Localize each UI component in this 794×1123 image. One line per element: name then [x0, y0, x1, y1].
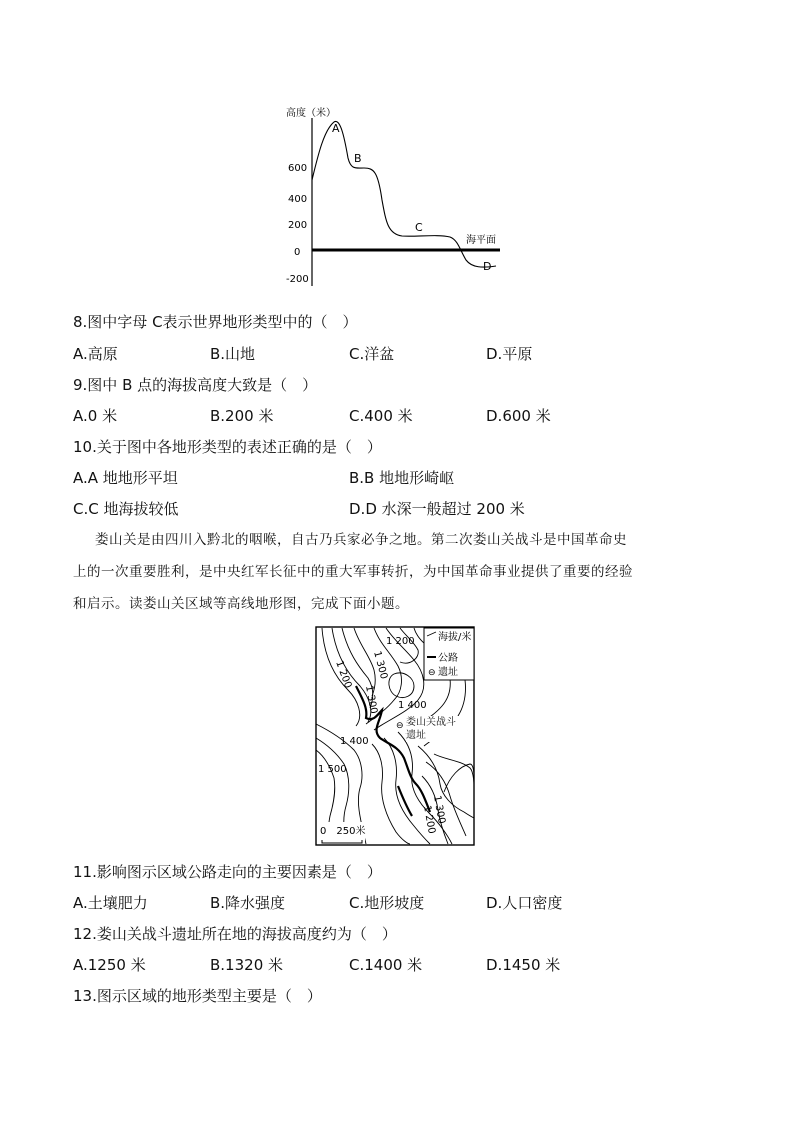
q8-option-a[interactable]: A.高原: [73, 345, 118, 363]
contour-label-5: 1 400: [398, 700, 427, 711]
contour-label-2: 1 200: [333, 659, 354, 690]
contour-label-3: 1 300: [371, 649, 390, 681]
contour-label-9: 1 200: [421, 804, 437, 835]
legend-site-icon: ⊖: [428, 668, 436, 678]
q9-option-d[interactable]: D.600 米: [486, 407, 551, 425]
question-12-stem: 12.娄山关战斗遗址所在地的海拔高度约为（ ）: [73, 925, 397, 943]
q12-option-d[interactable]: D.1450 米: [486, 956, 561, 974]
q10-option-c[interactable]: C.C 地海拔较低: [73, 500, 179, 518]
profile-tick-0: 0: [294, 247, 301, 258]
q9-option-b[interactable]: B.200 米: [210, 407, 274, 425]
q11-option-c[interactable]: C.地形坡度: [349, 894, 425, 912]
profile-y-axis-label: 高度（米）: [286, 108, 336, 119]
contour-label-8: 1 300: [431, 794, 447, 825]
contour-map-figure: [314, 626, 478, 848]
profile-point-c: C: [415, 221, 423, 234]
q9-option-a[interactable]: A.0 米: [73, 407, 118, 425]
q10-option-b[interactable]: B.B 地地形崎岖: [349, 469, 455, 487]
question-9-stem: 9.图中 B 点的海拔高度大致是（ ）: [73, 376, 318, 394]
q10-option-d[interactable]: D.D 水深一般超过 200 米: [349, 500, 525, 518]
profile-point-b: B: [354, 152, 362, 165]
legend-road-label: 公路: [438, 653, 458, 664]
battle-site-label-box: [406, 716, 470, 750]
q11-option-b[interactable]: B.降水强度: [210, 894, 286, 912]
question-13-stem: 13.图示区域的地形类型主要是（ ）: [73, 987, 322, 1005]
sea-level-label: 海平面: [466, 235, 496, 246]
q9-option-c[interactable]: C.400 米: [349, 407, 413, 425]
question-8-stem: 8.图中字母 C表示世界地形类型中的（ ）: [73, 313, 358, 331]
q11-option-a[interactable]: A.土壤肥力: [73, 894, 148, 912]
q8-option-c[interactable]: C.洋盆: [349, 345, 395, 363]
battle-site-label: 娄山关战斗遗址: [406, 716, 462, 742]
passage-line-1: 娄山关是由四川入黔北的咽喉，自古乃兵家必争之地。第二次娄山关战斗是中国革命史: [95, 532, 627, 548]
passage-line-2: 上的一次重要胜利，是中央红军长征中的重大军事转折，为中国革命事业提供了重要的经验: [73, 564, 633, 580]
profile-tick-200: 200: [288, 220, 308, 231]
map-scale-label: 0 250米: [320, 826, 366, 837]
contour-label-6: 1 400: [340, 736, 369, 747]
profile-tick-600: 600: [288, 163, 308, 174]
contour-label-7: 1 500: [318, 764, 347, 775]
q12-option-a[interactable]: A.1250 米: [73, 956, 146, 974]
legend-site-label: 遗址: [438, 667, 458, 678]
question-10-stem: 10.关于图中各地形类型的表述正确的是（ ）: [73, 438, 382, 456]
q10-option-a[interactable]: A.A 地地形平坦: [73, 469, 178, 487]
terrain-profile-figure: [278, 100, 508, 288]
profile-tick-400: 400: [288, 194, 308, 205]
battle-site-icon: ⊖: [396, 721, 404, 731]
legend-contour-label: 海拔/米: [438, 632, 472, 643]
profile-tick-minus200: -200: [286, 274, 309, 285]
q12-option-b[interactable]: B.1320 米: [210, 956, 284, 974]
q8-option-b[interactable]: B.山地: [210, 345, 256, 363]
question-11-stem: 11.影响图示区域公路走向的主要因素是（ ）: [73, 863, 382, 881]
q8-option-d[interactable]: D.平原: [486, 345, 533, 363]
passage-line-3: 和启示。读娄山关区域等高线地形图，完成下面小题。: [73, 596, 409, 612]
q12-option-c[interactable]: C.1400 米: [349, 956, 423, 974]
contour-label-1: 1 200: [386, 636, 415, 647]
contour-label-4: 1 300: [363, 684, 379, 715]
profile-point-d: D: [483, 260, 492, 273]
profile-point-a: A: [332, 122, 340, 135]
q11-option-d[interactable]: D.人口密度: [486, 894, 563, 912]
